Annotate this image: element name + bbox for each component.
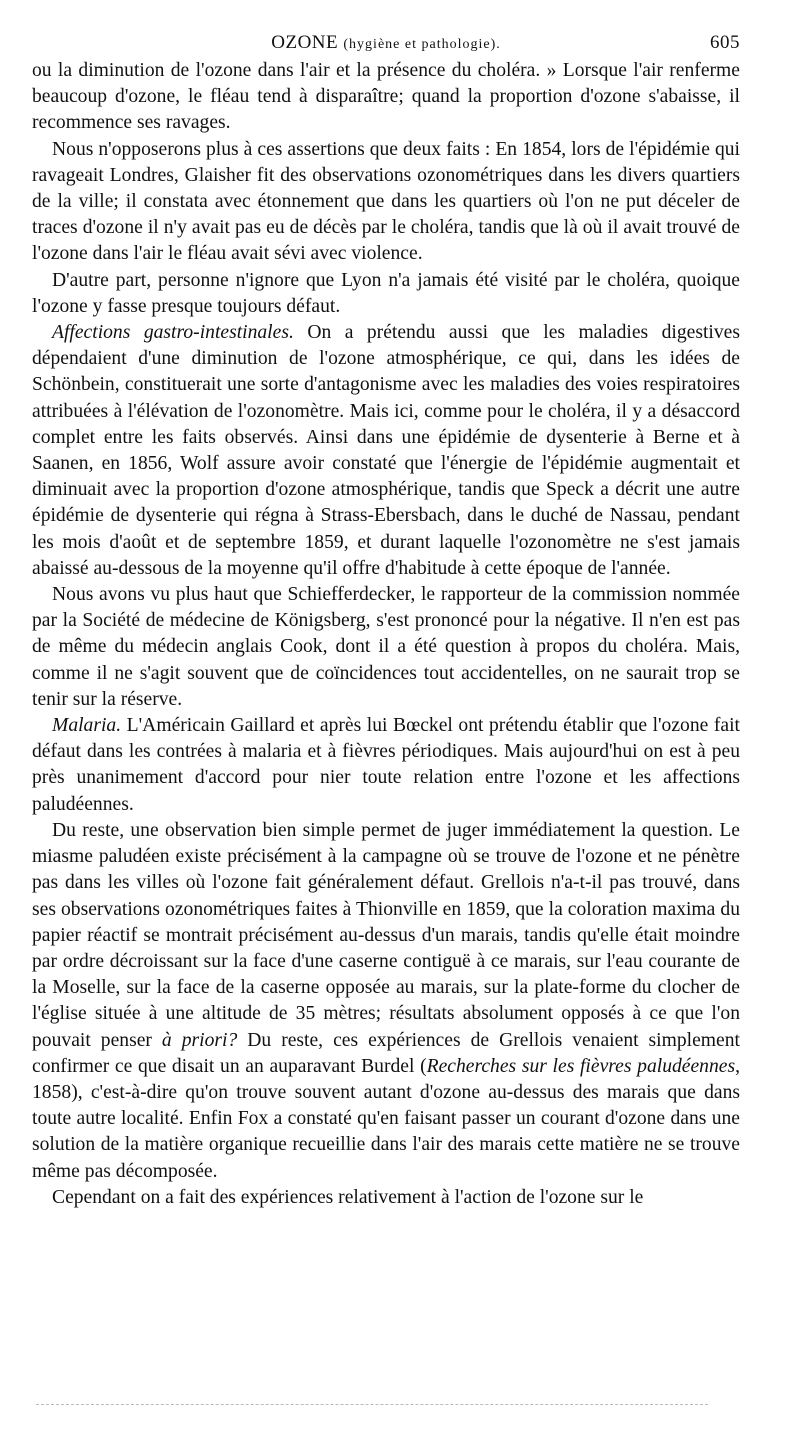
text-run: Du reste, ces expériences de Grellois venaient simplement confirmer ce que disait un an auparavant Burdel ( bbox=[32, 1029, 740, 1077]
text-run: , 1858), c'est-à-dire qu'on trouve souvent autant d'ozone au-dessus des marais que dans toute autre localité. Enfin Fox a constaté qu'en faisant passer un courant d'ozone dans une solution de la matière organique recueillie dans l'air des marais cette matière ne se trouve même pas décomposée. bbox=[32, 1055, 741, 1182]
text-run: ou la diminution de l'ozone dans l'air et la présence du choléra. » Lorsque l'air renferme beaucoup d'ozone, le fléau tend à disparaître; quand la proportion d'ozone s'abaisse, il recommence ses ravages. bbox=[32, 60, 740, 134]
running-title-main: OZONE bbox=[271, 32, 339, 53]
paragraph bbox=[32, 58, 740, 137]
text-run: D'autre part, personne n'ignore que Lyon n'a jamais été visité par le choléra, quoique l'ozone y fasse presque toujours défaut. bbox=[32, 269, 740, 317]
section-heading-italic: Affections gastro-intestinales. bbox=[52, 322, 294, 344]
text-run: Nous avons vu plus haut que Schiefferdecker, le rapporteur de la commission nommée par la Société de médecine de Königsberg, s'est prononcé pour la négative. Il n'en est pas de même du médecin anglais Cook, dont il a été question à propos du choléra. Mais, comme il ne s'agit souvent que de coïncidences tout accidentelles, on ne saurait trop se tenir sur la réserve. bbox=[32, 584, 740, 710]
running-head bbox=[32, 32, 740, 58]
text-run: Nous n'opposerons plus à ces assertions que deux faits : En 1854, lors de l'épidémie qui ravageait Londres, Glaisher fit des observations ozonométriques dans les divers quartiers de la ville; il constata avec étonnement que dans les quartiers où l'on ne put déceler de traces d'ozone il n'y avait pas eu de décès par le choléra, tandis que là où il avait trouvé de l'ozone dans l'air le fléau avait sévi avec violence. bbox=[32, 138, 740, 265]
italic-phrase: à priori? bbox=[161, 1029, 238, 1051]
paragraph bbox=[32, 268, 740, 320]
paragraph bbox=[32, 582, 740, 713]
paragraph bbox=[32, 1185, 740, 1211]
paragraph bbox=[32, 137, 740, 268]
paragraph bbox=[32, 713, 740, 818]
running-title bbox=[32, 32, 740, 54]
paragraph bbox=[32, 818, 740, 1185]
text-run: L'Américain Gaillard et après lui Bœckel ont prétendu établir que l'ozone fait défaut dans les contrées à malaria et à fièvres périodiques. Mais aujourd'hui on est à peu près unanimement d'accord pour nier toute relation entre l'ozone et les affections paludéennes. bbox=[32, 715, 740, 815]
text-run: Du reste, une observation bien simple permet de juger immédiatement la question. Le miasme paludéen existe précisément à la campagne où se trouve de l'ozone et ne pénètre pas dans les villes où l'ozone fait généralement défaut. Grellois n'a-t-il pas trouvé, dans ses observations ozonométriques faites à Thionville en 1859, que la coloration maxima du papier réactif se montrait précisément au-dessus d'un marais, tandis qu'elle était moindre par ordre décroissant sur la face d'une caserne contiguë à ce marais, sur l'eau courante de la Moselle, sur la face de la caserne opposée au marais, sur la plate-forme du clocher de l'église située à une altitude de 35 mètres; résultats absolument opposés à ce que l'on pouvait penser bbox=[32, 819, 740, 1051]
section-heading-italic: Malaria. bbox=[52, 715, 122, 737]
page bbox=[32, 32, 740, 1211]
body-text bbox=[32, 58, 740, 1211]
page-bottom-rule bbox=[36, 1404, 708, 1405]
text-run: Cependant on a fait des expériences relativement à l'action de l'ozone sur le bbox=[52, 1186, 644, 1208]
page-number: 605 bbox=[710, 32, 740, 53]
italic-citation: Recherches sur les fièvres paludéennes bbox=[426, 1055, 736, 1077]
paragraph bbox=[32, 320, 740, 582]
running-title-subtitle: (hygiène et pathologie). bbox=[343, 37, 501, 52]
text-run: On a prétendu aussi que les maladies digestives dépendaient d'une diminution de l'ozone atmosphérique, ce qui, dans les idées de Schönbein, constituerait une sorte d'antagonisme avec les maladies des voies respiratoires attribuées à l'élévation de l'ozonomètre. Mais ici, comme pour le choléra, il y a désaccord complet entre les faits observés. Ainsi dans une épidémie de dysenterie à Berne et à Saanen, en 1856, Wolf assure avoir constaté que l'énergie de l'épidémie augmentait et diminuait avec la proportion d'ozone atmosphérique, tandis que Speck a décrit une autre épidémie de dysenterie qui régna à Strass-Ebersbach, dans le duché de Nassau, pendant les mois d'août et de septembre 1859, et durant laquelle l'ozonomètre ne s'est jamais abaissé au-dessous de la moyenne qu'il offre d'habitude à cette époque de l'année. bbox=[32, 322, 740, 579]
